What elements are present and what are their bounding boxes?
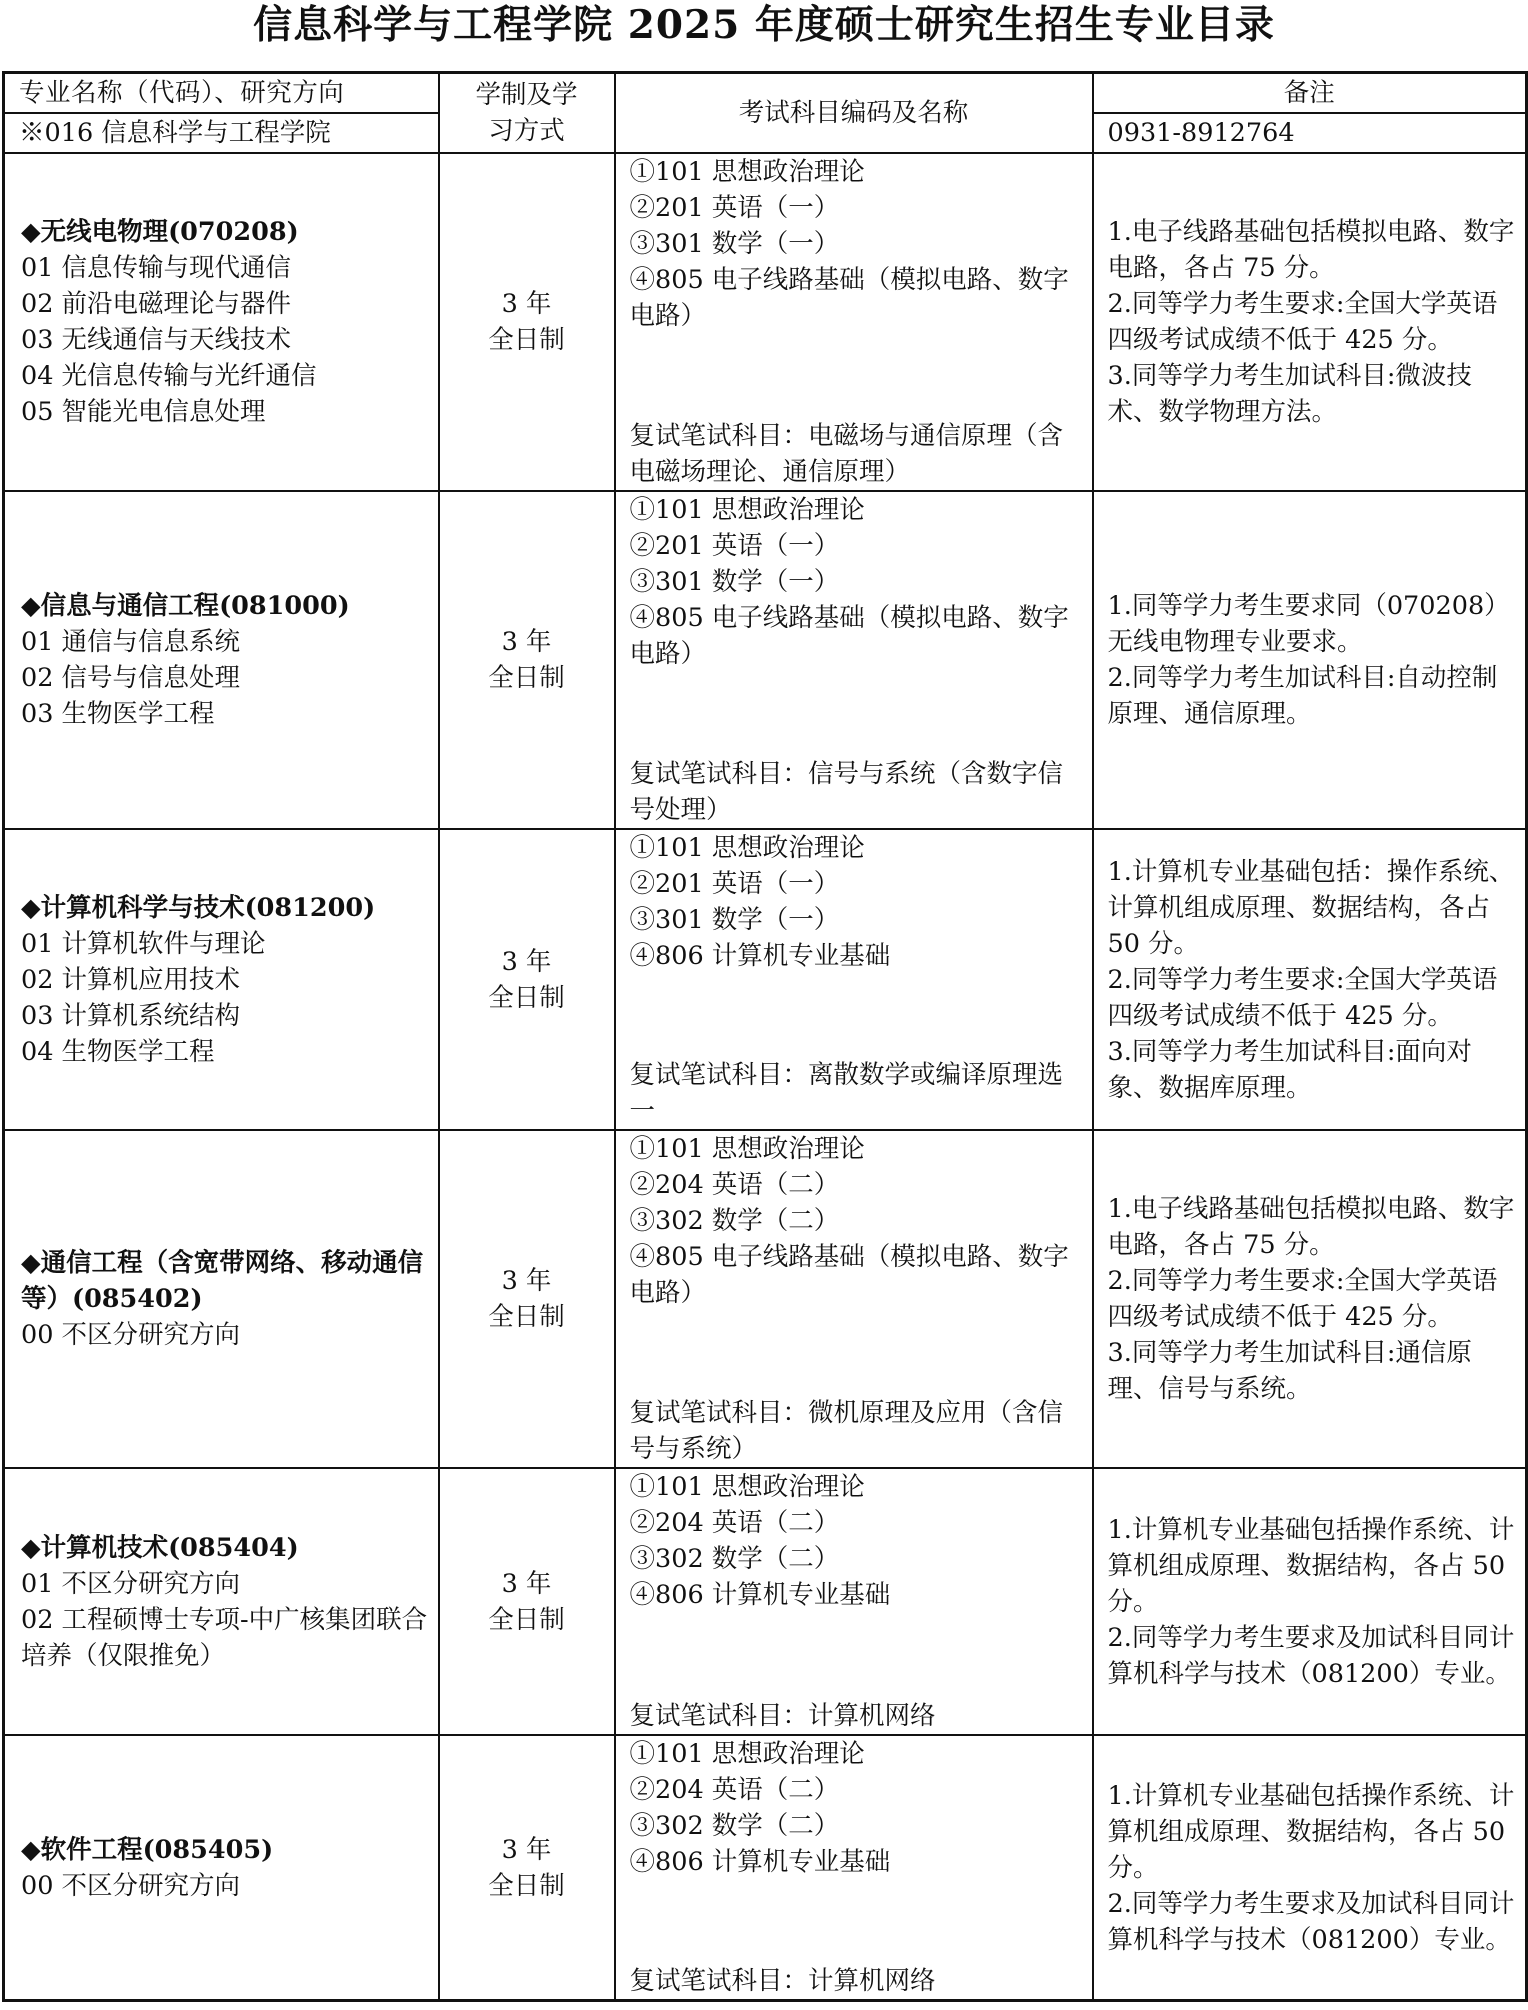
- exam-subjects-cell: [615, 153, 1093, 491]
- study-years: 3 年: [501, 946, 552, 977]
- research-direction: 01 信息传输与现代通信: [21, 253, 292, 283]
- major-cell: [4, 491, 439, 829]
- exam-subject: ②201 英语（一）: [629, 193, 840, 223]
- note-item: 1.计算机专业基础包括：操作系统、计算机组成原理、数据结构，各占 50 分。: [1107, 856, 1515, 959]
- exam-subject-list: [630, 1469, 1082, 1613]
- exam-subject: ②201 英语（一）: [629, 869, 840, 899]
- research-direction: 02 信号与信息处理: [21, 663, 241, 693]
- note-item: 3.同等学力考生加试科目:通信原理、信号与系统。: [1107, 1338, 1472, 1404]
- research-direction: 00 不区分研究方向: [21, 1870, 241, 1901]
- exam-subject: ①101 思想政治理论: [629, 495, 865, 525]
- note-item: 2.同等学力考生要求及加试科目同计算机科学与技术（081200）专业。: [1107, 1622, 1515, 1689]
- major-row: [4, 1735, 1527, 2001]
- exam-subject: ③302 数学（二）: [629, 1544, 840, 1574]
- catalog-table-body: [4, 73, 1527, 2001]
- exam-subject: ①101 思想政治理论: [629, 157, 865, 187]
- study-mode-cell: [439, 1130, 615, 1468]
- retest-subject: 复试笔试科目：微机原理及应用（含信号与系统）: [629, 1398, 1064, 1464]
- exam-subject: ①101 思想政治理论: [629, 1472, 865, 1502]
- study-mode-cell: [439, 829, 615, 1130]
- exam-subjects-wrap: [630, 154, 1082, 490]
- exam-subject: ③302 数学（二）: [629, 1811, 840, 1841]
- study-years: 3 年: [501, 1834, 552, 1865]
- exam-subject: ②204 英语（二）: [629, 1170, 840, 1200]
- major-row: [4, 829, 1527, 1130]
- research-direction: 01 通信与信息系统: [21, 627, 241, 657]
- exam-subjects-cell: [615, 1130, 1093, 1468]
- major-name: ◆无线电物理(070208): [21, 217, 299, 247]
- exam-subject-list: [630, 154, 1082, 334]
- exam-subject-list: [630, 830, 1082, 974]
- study-mode: 全日制: [488, 1302, 565, 1332]
- catalog-table: [2, 71, 1528, 2002]
- study-years: 3 年: [501, 1568, 552, 1599]
- exam-subjects-cell: [615, 491, 1093, 829]
- research-direction: 04 光信息传输与光纤通信: [21, 361, 317, 391]
- major-cell: [4, 153, 439, 491]
- research-direction: 02 计算机应用技术: [21, 964, 241, 995]
- exam-subject: ②204 英语（二）: [629, 1508, 840, 1538]
- note-item: 1.计算机专业基础包括操作系统、计算机组成原理、数据结构，各占 50 分。: [1107, 1780, 1515, 1883]
- major-cell: [4, 829, 439, 1130]
- exam-subjects-wrap: [630, 1131, 1082, 1467]
- exam-subject: ③301 数学（一）: [629, 229, 840, 259]
- exam-subject: ③302 数学（二）: [629, 1206, 840, 1236]
- exam-subjects-cell: [615, 1468, 1093, 1735]
- note-item: 2.同等学力考生要求及加试科目同计算机科学与技术（081200）专业。: [1107, 1888, 1515, 1955]
- retest-subject: 复试笔试科目：计算机网络: [629, 1966, 936, 1996]
- header-major-label: 专业名称（代码）、研究方向: [4, 73, 439, 114]
- exam-subject: ④806 计算机专业基础: [629, 1847, 891, 1877]
- research-direction: 01 不区分研究方向: [21, 1568, 241, 1599]
- exam-subject: ①101 思想政治理论: [629, 1739, 865, 1769]
- retest-subject: 复试笔试科目：信号与系统（含数字信号处理）: [629, 759, 1064, 825]
- study-mode-cell: [439, 153, 615, 491]
- research-direction: 02 前沿电磁理论与器件: [21, 289, 292, 319]
- notes-cell: [1093, 829, 1527, 1130]
- note-item: 3.同等学力考生加试科目:微波技术、数学物理方法。: [1107, 361, 1472, 427]
- study-mode-cell: [439, 491, 615, 829]
- exam-subject: ④806 计算机专业基础: [629, 941, 891, 971]
- exam-subject-list: [630, 492, 1082, 672]
- major-cell: [4, 1735, 439, 2001]
- major-name: ◆计算机技术(085404): [21, 1532, 299, 1563]
- exam-subject-list: [630, 1736, 1082, 1880]
- notes-cell: [1093, 491, 1527, 829]
- major-row: [4, 491, 1527, 829]
- research-direction: 05 智能光电信息处理: [21, 397, 266, 427]
- major-name: ◆信息与通信工程(081000): [21, 591, 350, 621]
- research-direction: 01 计算机软件与理论: [21, 928, 266, 959]
- major-name: ◆计算机科学与技术(081200): [21, 892, 376, 923]
- header-row-1: [4, 73, 1527, 114]
- research-direction: 00 不区分研究方向: [21, 1320, 241, 1350]
- note-item: 2.同等学力考生要求:全国大学英语四级考试成绩不低于 425 分。: [1107, 1266, 1498, 1332]
- exam-subject: ③301 数学（一）: [629, 567, 840, 597]
- notes-cell: [1093, 1130, 1527, 1468]
- header-note-label: 备注: [1093, 73, 1527, 114]
- note-item: 3.同等学力考生加试科目:面向对象、数据库原理。: [1107, 1036, 1472, 1103]
- notes-cell: [1093, 1735, 1527, 2001]
- exam-subject-list: [630, 1131, 1082, 1311]
- header-school: ※016 信息科学与工程学院: [4, 113, 439, 153]
- research-direction: 02 工程硕博士专项-中广核集团联合培养（仅限推免）: [21, 1604, 428, 1671]
- note-item: 1.计算机专业基础包括操作系统、计算机组成原理、数据结构，各占 50 分。: [1107, 1514, 1515, 1617]
- research-direction: 03 生物医学工程: [21, 699, 215, 729]
- retest-subject: 复试笔试科目：电磁场与通信原理（含电磁场理论、通信原理）: [629, 421, 1064, 487]
- major-row: [4, 1468, 1527, 1735]
- notes-cell: [1093, 153, 1527, 491]
- exam-subject: ④806 计算机专业基础: [629, 1580, 891, 1610]
- study-mode: 全日制: [488, 663, 565, 693]
- notes-cell: [1093, 1468, 1527, 1735]
- study-mode: 全日制: [488, 982, 565, 1013]
- exam-subjects-wrap: [630, 1469, 1082, 1734]
- major-cell: [4, 1130, 439, 1468]
- header-phone: 0931-8912764: [1093, 113, 1527, 153]
- header-exam-label: 考试科目编码及名称: [615, 73, 1093, 154]
- exam-subject: ④805 电子线路基础（模拟电路、数字电路）: [629, 603, 1069, 669]
- exam-subjects-cell: [615, 1735, 1093, 2001]
- exam-subject: ①101 思想政治理论: [629, 833, 865, 863]
- exam-subject: ②204 英语（二）: [629, 1775, 840, 1805]
- research-direction: 03 无线通信与天线技术: [21, 325, 292, 355]
- retest-subject: 复试笔试科目：计算机网络: [629, 1701, 936, 1731]
- research-direction: 04 生物医学工程: [21, 1036, 215, 1067]
- exam-subjects-wrap: [630, 1736, 1082, 1999]
- study-mode-cell: [439, 1468, 615, 1735]
- research-direction: 03 计算机系统结构: [21, 1000, 241, 1031]
- major-row: [4, 1130, 1527, 1468]
- study-mode: 全日制: [488, 1604, 565, 1635]
- header-study-mode-text: 学制及学习方式: [475, 80, 578, 146]
- study-years: 3 年: [501, 1266, 552, 1296]
- note-item: 2.同等学力考生要求:全国大学英语四级考试成绩不低于 425 分。: [1107, 964, 1498, 1031]
- note-item: 2.同等学力考生加试科目:自动控制原理、通信原理。: [1107, 663, 1498, 729]
- exam-subject: ①101 思想政治理论: [629, 1134, 865, 1164]
- major-name: ◆通信工程（含宽带网络、移动通信等）(085402): [21, 1248, 424, 1314]
- study-years: 3 年: [501, 627, 552, 657]
- exam-subject: ②201 英语（一）: [629, 531, 840, 561]
- exam-subjects-cell: [615, 829, 1093, 1130]
- header-study-mode: [439, 73, 615, 154]
- note-item: 2.同等学力考生要求:全国大学英语四级考试成绩不低于 425 分。: [1107, 289, 1498, 355]
- exam-subject: ③301 数学（一）: [629, 905, 840, 935]
- note-item: 1.电子线路基础包括模拟电路、数字电路，各占 75 分。: [1107, 217, 1515, 283]
- note-item: 1.电子线路基础包括模拟电路、数字电路，各占 75 分。: [1107, 1194, 1515, 1260]
- study-mode: 全日制: [488, 325, 565, 355]
- study-mode: 全日制: [488, 1870, 565, 1901]
- exam-subjects-wrap: [630, 830, 1082, 1129]
- study-years: 3 年: [501, 289, 552, 319]
- study-mode-cell: [439, 1735, 615, 2001]
- exam-subject: ④805 电子线路基础（模拟电路、数字电路）: [629, 1242, 1069, 1308]
- retest-subject: 复试笔试科目：离散数学或编译原理选一: [629, 1060, 1064, 1126]
- major-cell: [4, 1468, 439, 1735]
- page-title: 信息科学与工程学院 2025 年度硕士研究生招生专业目录: [253, 2, 1275, 48]
- major-row: [4, 153, 1527, 491]
- major-name: ◆软件工程(085405): [21, 1834, 274, 1865]
- exam-subjects-wrap: [630, 492, 1082, 828]
- note-item: 1.同等学力考生要求同（070208）无线电物理专业要求。: [1107, 591, 1510, 657]
- exam-subject: ④805 电子线路基础（模拟电路、数字电路）: [629, 265, 1069, 331]
